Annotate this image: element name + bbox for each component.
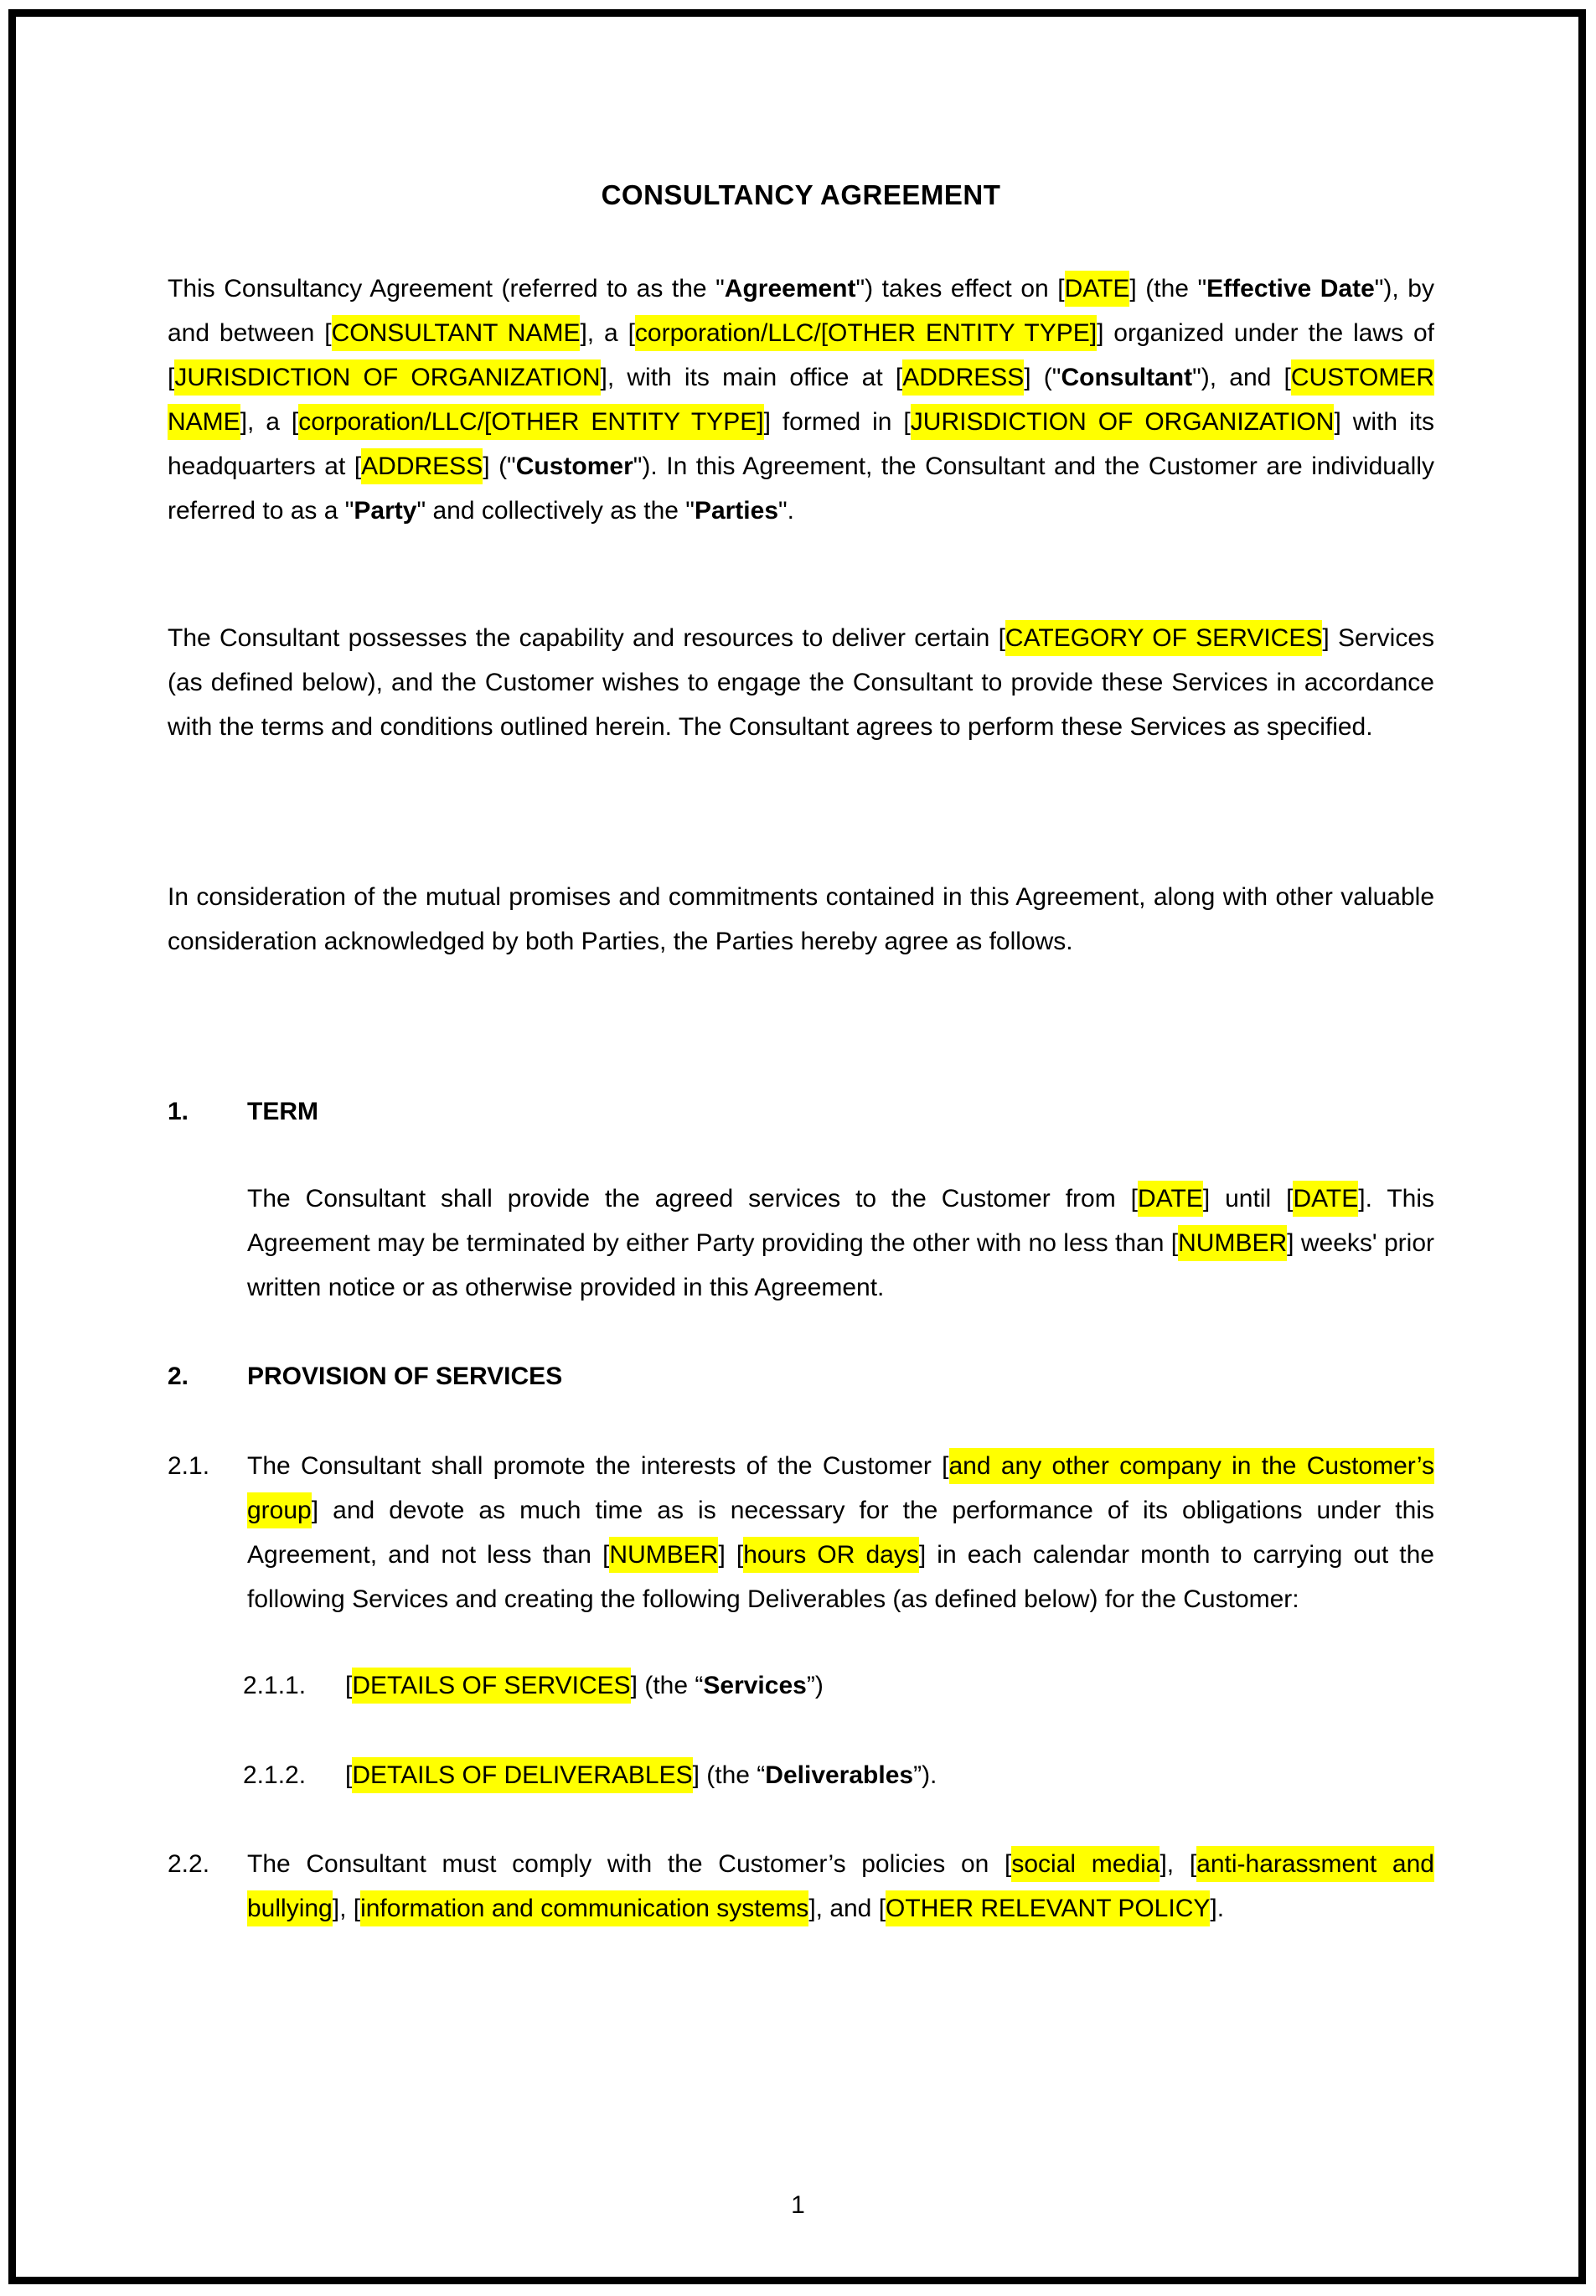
document-title: CONSULTANCY AGREEMENT: [601, 179, 1001, 210]
clause-2-1-2: [243, 1753, 1434, 1797]
clause-2-1: [168, 1444, 1434, 1621]
page-number: 1: [791, 2191, 805, 2219]
consideration-paragraph: In consideration of the mutual promises and commitments contained in this Agreement, along with other valuable consideration acknowledged by both Parties, the Parties hereby agree as follows.: [168, 883, 1434, 955]
clause-2-2-text: The Consultant must comply with the Customer’s policies on [social media], [anti-harassment and bullying], [information and communication systems], and [OTHER RELEVANT POLICY].: [247, 1842, 1434, 1931]
section-2-number: 2.: [168, 1363, 189, 1390]
document-content: [168, 0, 1434, 2296]
clause-2-2-number: 2.2.: [168, 1850, 210, 1878]
clause-2-1-1-text: [DETAILS OF SERVICES] (the “Services”): [345, 1663, 1434, 1708]
clause-2-2: [168, 1842, 1434, 1931]
clause-2-1-text: The Consultant shall promote the interests of the Customer [and any other company in the Customer’s group] and devote as much time as is necessary for the performance of its obligations under this Agreement, and not less than [NUMBER] [hours OR days] in each calendar month to carrying out the following Services and creating the following Deliverables (as defined below) for the Customer:: [247, 1444, 1434, 1621]
section-2-title: PROVISION OF SERVICES: [247, 1363, 563, 1390]
section-1-number: 1.: [168, 1098, 189, 1125]
clause-2-1-1-number: 2.1.1.: [243, 1672, 307, 1699]
capability-paragraph: The Consultant possesses the capability and resources to deliver certain [CATEGORY OF SERVICES] Services (as defined below), and the Customer wishes to engage the Consultant to provide these Services in accordance with the terms and conditions outlined herein. The Consultant agrees to perform these Services as specified.: [168, 616, 1434, 749]
clause-2-1-2-text: [DETAILS OF DELIVERABLES] (the “Deliverables”).: [345, 1753, 1434, 1797]
section-1-heading: [168, 1089, 1434, 1134]
intro-paragraph: This Consultancy Agreement (referred to as the "Agreement") takes effect on [DATE] (the "Effective Date"), by and between [CONSULTANT NAME], a [corporation/LLC/[OTHER ENTITY TYPE]] organized under the laws of [JURISDICTION OF ORGANIZATION], with its main office at [ADDRESS] ("Consultant"), and [CUSTOMER NAME], a [corporation/LLC/[OTHER ENTITY TYPE]] formed in [JURISDICTION OF ORGANIZATION] with its headquarters at [ADDRESS] ("Customer"). In this Agreement, the Consultant and the Customer are individually referred to as a "Party" and collectively as the "Parties".: [168, 266, 1434, 533]
section-1-body: The Consultant shall provide the agreed services to the Customer from [DATE] until [DATE]. This Agreement may be terminated by either Party providing the other with no less than [NUMBER] weeks' prior written notice or as otherwise provided in this Agreement.: [247, 1176, 1434, 1310]
clause-2-1-2-number: 2.1.2.: [243, 1761, 307, 1789]
section-1-title: TERM: [247, 1098, 318, 1125]
clause-2-1-number: 2.1.: [168, 1452, 210, 1480]
section-2-heading: [168, 1354, 1434, 1399]
clause-2-1-1: [243, 1663, 1434, 1708]
